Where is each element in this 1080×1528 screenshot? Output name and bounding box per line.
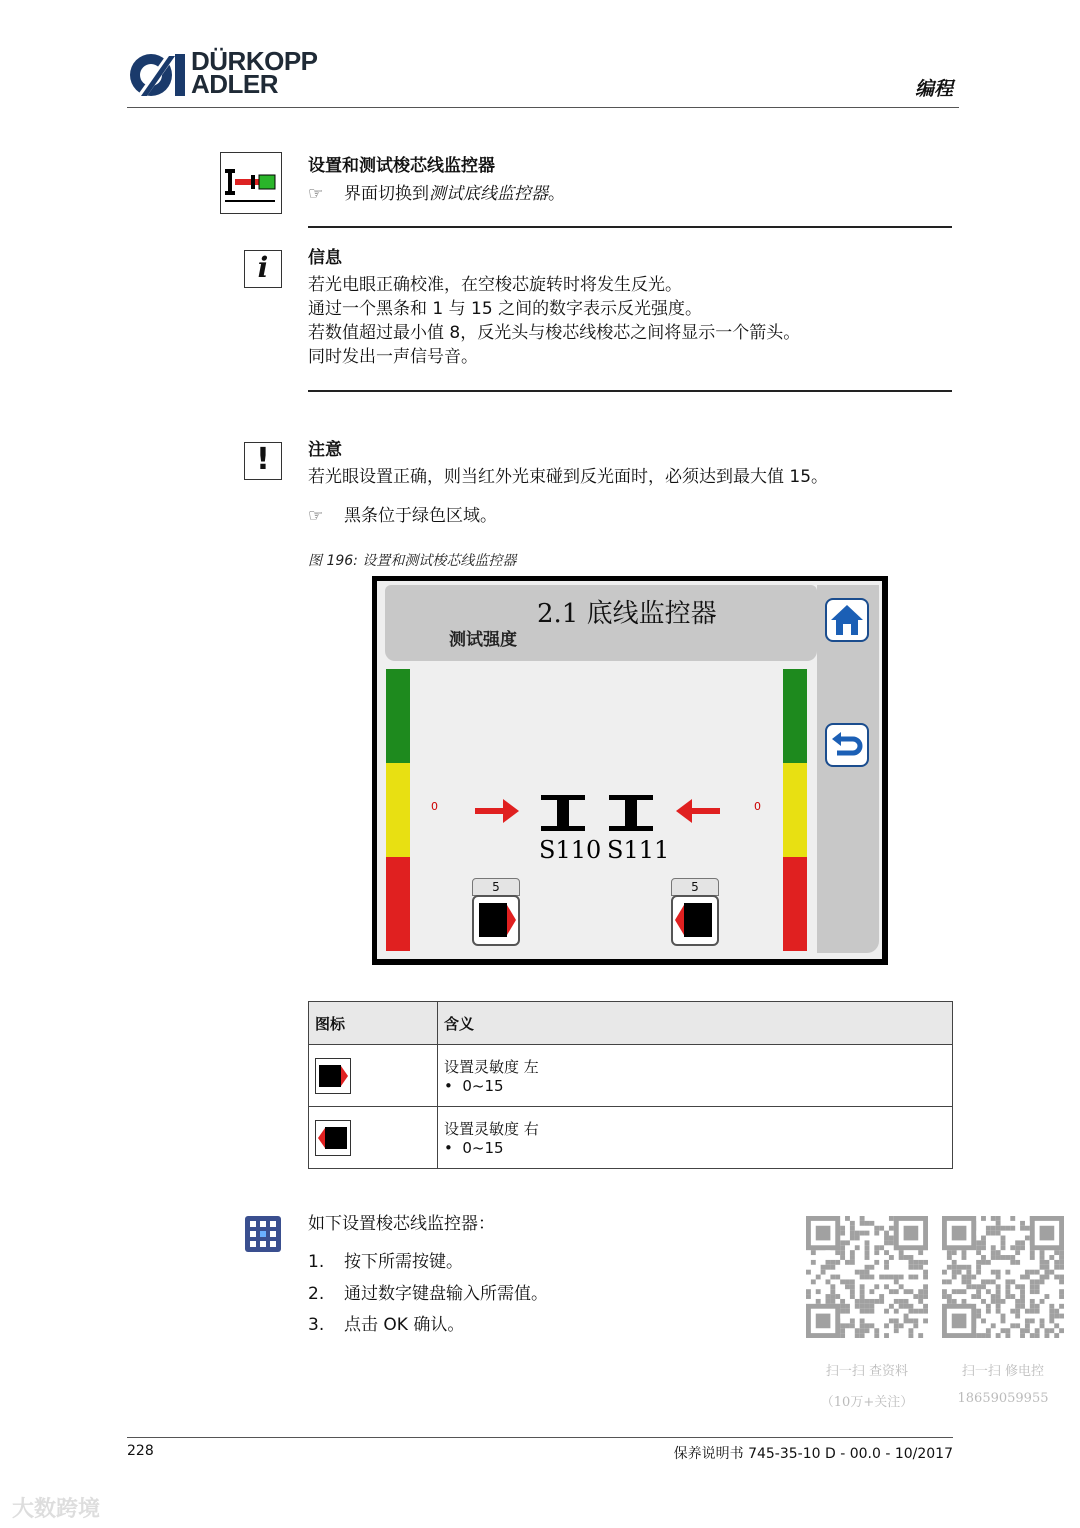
table-cell-meaning bbox=[438, 1107, 953, 1169]
level-bar-left-yellow bbox=[386, 763, 410, 857]
figure-caption: 图 196: 设置和测试梭芯线监控器 bbox=[308, 553, 517, 569]
screen-title: 2.1 底线监控器 bbox=[537, 599, 717, 629]
notice-text: 若光眼设置正确，则当红外光束碰到反光面时，必须达到最大值 15。 bbox=[308, 467, 829, 487]
page-number: 228 bbox=[127, 1443, 154, 1459]
section-name: 编程 bbox=[914, 78, 953, 100]
exclamation-icon: ! bbox=[244, 442, 282, 480]
section-heading: 设置和测试梭芯线监控器 bbox=[308, 156, 495, 176]
brand-line-1: DÜRKOPP bbox=[191, 46, 318, 76]
level-bar-right-green bbox=[783, 669, 807, 763]
section-divider bbox=[308, 226, 952, 228]
sensitivity-left-icon bbox=[472, 895, 520, 946]
table-cell-icon bbox=[309, 1045, 438, 1107]
sensor-left-icon bbox=[537, 793, 589, 833]
step-number: 3. bbox=[308, 1315, 325, 1335]
brand-name bbox=[191, 46, 318, 99]
qr-code-icon bbox=[806, 1216, 928, 1338]
table-header-icon: 图标 bbox=[309, 1002, 438, 1045]
qr-code-icon bbox=[942, 1216, 1064, 1338]
level-bar-right-red bbox=[783, 857, 807, 951]
table-header-row bbox=[309, 1002, 953, 1045]
step-number: 2. bbox=[308, 1284, 325, 1304]
info-line: 若数值超过最小值 8，反光头与梭芯线梭芯之间将显示一个箭头。 bbox=[308, 323, 801, 343]
sensitivity-right-icon bbox=[315, 1120, 351, 1156]
notice-result bbox=[308, 504, 497, 528]
brand-logo-icon bbox=[127, 52, 187, 98]
list-item bbox=[308, 1279, 548, 1304]
pointing-hand-icon: ☞ bbox=[308, 184, 324, 204]
table-row bbox=[309, 1045, 953, 1107]
row-label: 设置灵敏度 左 bbox=[444, 1058, 539, 1076]
sensitivity-right-button[interactable] bbox=[671, 878, 719, 946]
row-range-value: 0~15 bbox=[462, 1139, 504, 1157]
table-cell-meaning bbox=[438, 1045, 953, 1107]
level-bar-left-green bbox=[386, 669, 410, 763]
brand-line-2: ADLER bbox=[191, 69, 279, 99]
pointing-hand-icon: ☞ bbox=[308, 506, 324, 526]
row-range: • 0~15 bbox=[444, 1139, 504, 1157]
sensitivity-left-button[interactable] bbox=[472, 878, 520, 946]
qr-caption-line: 18659059955 bbox=[957, 1391, 1049, 1406]
screen-display bbox=[377, 581, 882, 959]
qr-caption-line: 扫一扫 查资料 bbox=[825, 1364, 909, 1379]
info-icon: i bbox=[244, 250, 282, 288]
table-row bbox=[309, 1107, 953, 1169]
corner-watermark: 大数跨境 bbox=[12, 1497, 101, 1522]
info-text bbox=[308, 273, 800, 369]
info-line: 通过一个黑条和 1 与 15 之间的数字表示反光强度。 bbox=[308, 299, 703, 319]
section-divider bbox=[308, 390, 952, 392]
level-bar-left-red bbox=[386, 857, 410, 951]
notice-result-text: 黑条位于绿色区域。 bbox=[344, 506, 497, 526]
return-arrow-icon bbox=[827, 725, 867, 765]
steps-intro: 如下设置梭芯线监控器： bbox=[308, 1214, 495, 1234]
qr-caption bbox=[802, 1360, 932, 1410]
screen-subtitle: 测试强度 bbox=[449, 630, 517, 650]
instruction-suffix: 。 bbox=[548, 184, 565, 204]
step-number: 1. bbox=[308, 1252, 325, 1272]
back-button[interactable] bbox=[825, 723, 869, 767]
qr-caption bbox=[938, 1360, 1068, 1406]
list-item bbox=[308, 1247, 463, 1272]
document-reference: 保养说明书 745-35-10 D - 00.0 - 10/2017 bbox=[673, 1446, 953, 1462]
keypad-icon bbox=[245, 1216, 281, 1252]
arrow-right-icon bbox=[475, 797, 521, 825]
left-level-value: 0 bbox=[431, 800, 438, 813]
step-text: 通过数字键盘输入所需值。 bbox=[344, 1284, 548, 1304]
info-line: 若光电眼正确校准，在空梭芯旋转时将发生反光。 bbox=[308, 275, 682, 295]
table-header-meaning: 含义 bbox=[438, 1002, 953, 1045]
row-label: 设置灵敏度 右 bbox=[444, 1120, 539, 1138]
footer-divider bbox=[127, 1437, 953, 1438]
sensor-right-icon bbox=[605, 793, 657, 833]
qr-caption-line: 扫一扫 修电控 bbox=[961, 1364, 1045, 1379]
row-range: • 0~15 bbox=[444, 1077, 504, 1095]
notice-heading: 注意 bbox=[308, 440, 342, 460]
step-text: 按下所需按键。 bbox=[344, 1252, 463, 1272]
sensor-left-label: S110 bbox=[539, 836, 602, 864]
header-divider bbox=[127, 107, 959, 108]
instruction-line bbox=[308, 182, 565, 206]
right-level-value: 0 bbox=[754, 800, 761, 813]
sensor-right-label: S111 bbox=[607, 836, 670, 864]
home-icon bbox=[827, 600, 867, 640]
bobbin-thread-monitor-icon bbox=[220, 152, 282, 214]
level-bar-right-yellow bbox=[783, 763, 807, 857]
qr-caption-line: （10万+关注） bbox=[820, 1395, 914, 1410]
step-text: 点击 OK 确认。 bbox=[344, 1315, 465, 1335]
sensitivity-right-value: 5 bbox=[671, 878, 719, 896]
icon-meaning-table bbox=[308, 1001, 953, 1169]
arrow-left-icon bbox=[674, 797, 720, 825]
info-heading: 信息 bbox=[308, 248, 342, 268]
sensitivity-left-icon bbox=[315, 1058, 351, 1094]
row-range-value: 0~15 bbox=[462, 1077, 504, 1095]
info-line: 同时发出一声信号音。 bbox=[308, 347, 478, 367]
home-button[interactable] bbox=[825, 598, 869, 642]
list-item bbox=[308, 1310, 464, 1335]
instruction-target: 测试底线监控器 bbox=[429, 184, 548, 204]
sensitivity-left-value: 5 bbox=[472, 878, 520, 896]
instruction-prefix: 界面切换到 bbox=[344, 184, 429, 204]
sensitivity-right-icon bbox=[671, 895, 719, 946]
table-cell-icon bbox=[309, 1107, 438, 1169]
